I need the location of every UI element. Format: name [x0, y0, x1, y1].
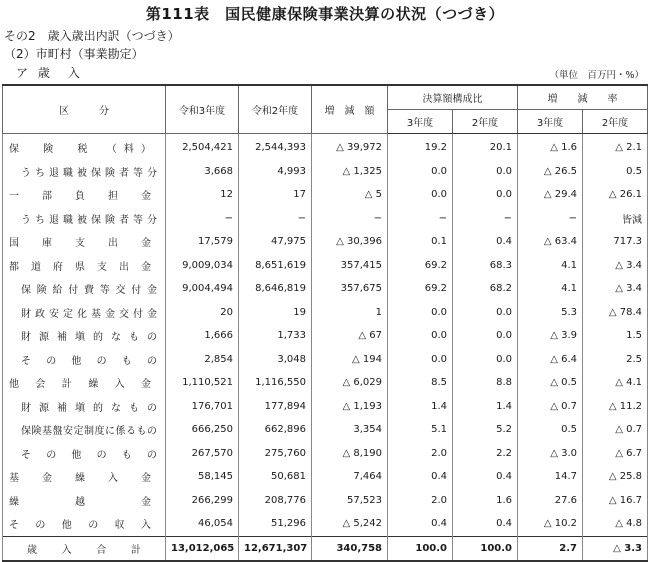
cell-rate-r2: △ 25.8 — [583, 465, 648, 489]
cell-rate-r3: △ 3.9 — [518, 324, 583, 348]
cell-comp-r2: 2.2 — [453, 442, 518, 466]
cell-rate-r3: △ 1.6 — [518, 134, 583, 160]
cell-rate-r2: △ 0.7 — [583, 418, 648, 442]
cell-value-r3: 1,666 — [166, 324, 239, 348]
row-label: 歳入合計 — [3, 536, 166, 561]
cell-change: 340,758 — [312, 536, 388, 561]
row-label: 他会計繰入金 — [3, 371, 166, 395]
table-row — [3, 442, 648, 466]
subsection-heading: （2）市町村（事業勘定） — [4, 47, 144, 61]
cell-comp-r3: − — [388, 207, 453, 231]
row-label: 基金繰入金 — [3, 465, 166, 489]
cell-value-r3: 3,668 — [166, 160, 239, 184]
table-row — [3, 395, 648, 419]
row-label: その他のもの — [3, 348, 166, 372]
cell-rate-r2: 2.5 — [583, 348, 648, 372]
table-row — [3, 230, 648, 254]
cell-value-r3: 46,054 — [166, 512, 239, 536]
cell-rate-r2: 0.5 — [583, 160, 648, 184]
cell-rate-r2: 皆減 — [583, 207, 648, 231]
cell-rate-r2: △ 4.1 — [583, 371, 648, 395]
header-r3: 令和3年度 — [166, 85, 239, 134]
cell-value-r2: 177,894 — [239, 395, 312, 419]
row-label: 一部負担金 — [3, 183, 166, 207]
cell-rate-r3: △ 6.4 — [518, 348, 583, 372]
cell-rate-r3: △ 10.2 — [518, 512, 583, 536]
table-row — [3, 254, 648, 278]
cell-rate-r2: △ 6.7 — [583, 442, 648, 466]
cell-comp-r3: 100.0 — [388, 536, 453, 561]
subsubsection-heading: ア 歳 入 — [16, 66, 83, 80]
row-label: 都道府県支出金 — [3, 254, 166, 278]
cell-comp-r3: 8.5 — [388, 371, 453, 395]
cell-rate-r3: 4.1 — [518, 254, 583, 278]
cell-rate-r3: 4.1 — [518, 277, 583, 301]
cell-comp-r2: 20.1 — [453, 134, 518, 160]
cell-rate-r2: △ 3.3 — [583, 536, 648, 561]
header-rate-r2: 2年度 — [583, 110, 648, 134]
cell-rate-r3: − — [518, 207, 583, 231]
cell-change: △ 8,190 — [312, 442, 388, 466]
cell-value-r2: 17 — [239, 183, 312, 207]
cell-rate-r2: △ 16.7 — [583, 489, 648, 513]
cell-comp-r3: 0.0 — [388, 160, 453, 184]
cell-comp-r3: 0.1 — [388, 230, 453, 254]
cell-change: △ 30,396 — [312, 230, 388, 254]
cell-rate-r3: 2.7 — [518, 536, 583, 561]
row-label: 財源補塡的なもの — [3, 395, 166, 419]
cell-rate-r2: △ 11.2 — [583, 395, 648, 419]
cell-comp-r2: 100.0 — [453, 536, 518, 561]
cell-change: 3,354 — [312, 418, 388, 442]
header-rate-r3: 3年度 — [518, 110, 583, 134]
header-r2: 令和2年度 — [239, 85, 312, 134]
table-row — [3, 160, 648, 184]
cell-comp-r3: 0.0 — [388, 348, 453, 372]
cell-rate-r2: △ 3.4 — [583, 254, 648, 278]
row-label: 繰 越 金 — [3, 489, 166, 513]
cell-value-r2: 51,296 — [239, 512, 312, 536]
cell-comp-r2: 0.0 — [453, 348, 518, 372]
table-row — [3, 465, 648, 489]
cell-value-r2: 8,651,619 — [239, 254, 312, 278]
cell-comp-r2: 8.8 — [453, 371, 518, 395]
cell-change: △ 1,325 — [312, 160, 388, 184]
table-row — [3, 489, 648, 513]
table-row — [3, 301, 648, 325]
cell-change: 357,415 — [312, 254, 388, 278]
cell-value-r3: 1,110,521 — [166, 371, 239, 395]
cell-rate-r3: △ 63.4 — [518, 230, 583, 254]
table-row — [3, 134, 648, 160]
cell-rate-r3: 0.5 — [518, 418, 583, 442]
row-label: 国庫支出金 — [3, 230, 166, 254]
cell-rate-r2: △ 3.4 — [583, 277, 648, 301]
cell-value-r2: 47,975 — [239, 230, 312, 254]
header-comp-r3: 3年度 — [388, 110, 453, 134]
cell-comp-r2: 1.6 — [453, 489, 518, 513]
cell-value-r2: 12,671,307 — [239, 536, 312, 561]
table-row — [3, 324, 648, 348]
cell-rate-r2: △ 26.1 — [583, 183, 648, 207]
cell-comp-r2: 0.4 — [453, 512, 518, 536]
cell-value-r3: 12 — [166, 183, 239, 207]
cell-comp-r2: 0.4 — [453, 230, 518, 254]
cell-comp-r2: 1.4 — [453, 395, 518, 419]
header-category: 区 分 — [3, 85, 166, 134]
cell-value-r2: 2,544,393 — [239, 134, 312, 160]
cell-value-r3: 17,579 — [166, 230, 239, 254]
cell-change: △ 194 — [312, 348, 388, 372]
cell-value-r3: 176,701 — [166, 395, 239, 419]
row-label: 保険給付費等交付金 — [3, 277, 166, 301]
cell-comp-r2: 68.3 — [453, 254, 518, 278]
row-label: その他のもの — [3, 442, 166, 466]
cell-value-r3: − — [166, 207, 239, 231]
cell-value-r2: 3,048 — [239, 348, 312, 372]
header-change: 増 減 額 — [312, 85, 388, 134]
table-row — [3, 418, 648, 442]
cell-value-r2: 8,646,819 — [239, 277, 312, 301]
cell-change: △ 5 — [312, 183, 388, 207]
cell-value-r2: 4,993 — [239, 160, 312, 184]
cell-rate-r3: △ 3.0 — [518, 442, 583, 466]
row-label: うち退職被保険者等分 — [3, 207, 166, 231]
cell-value-r3: 9,004,494 — [166, 277, 239, 301]
cell-value-r2: 208,776 — [239, 489, 312, 513]
cell-value-r3: 666,250 — [166, 418, 239, 442]
cell-rate-r3: 14.7 — [518, 465, 583, 489]
cell-rate-r3: 27.6 — [518, 489, 583, 513]
cell-rate-r2: △ 78.4 — [583, 301, 648, 325]
cell-comp-r3: 0.0 — [388, 183, 453, 207]
table-row — [3, 207, 648, 231]
cell-change: △ 67 — [312, 324, 388, 348]
cell-value-r3: 20 — [166, 301, 239, 325]
cell-comp-r3: 0.4 — [388, 465, 453, 489]
cell-change: − — [312, 207, 388, 231]
cell-rate-r3: △ 26.5 — [518, 160, 583, 184]
cell-value-r2: 1,116,550 — [239, 371, 312, 395]
cell-value-r3: 267,570 — [166, 442, 239, 466]
cell-comp-r3: 0.0 — [388, 324, 453, 348]
cell-comp-r2: 0.4 — [453, 465, 518, 489]
cell-value-r2: 19 — [239, 301, 312, 325]
cell-change: △ 5,242 — [312, 512, 388, 536]
cell-change: 7,464 — [312, 465, 388, 489]
table-row — [3, 277, 648, 301]
total-row — [3, 536, 648, 561]
cell-rate-r3: △ 0.5 — [518, 371, 583, 395]
cell-rate-r2: △ 4.8 — [583, 512, 648, 536]
cell-value-r3: 2,854 — [166, 348, 239, 372]
cell-change: △ 1,193 — [312, 395, 388, 419]
unit-note: （単位 百万円・%） — [549, 70, 644, 81]
revenue-table — [2, 84, 648, 562]
cell-rate-r2: △ 2.1 — [583, 134, 648, 160]
cell-rate-r2: 717.3 — [583, 230, 648, 254]
cell-value-r3: 58,145 — [166, 465, 239, 489]
cell-comp-r2: 0.0 — [453, 324, 518, 348]
table-row — [3, 371, 648, 395]
cell-value-r3: 2,504,421 — [166, 134, 239, 160]
cell-comp-r3: 1.4 — [388, 395, 453, 419]
cell-comp-r2: − — [453, 207, 518, 231]
cell-value-r2: − — [239, 207, 312, 231]
cell-comp-r3: 2.0 — [388, 442, 453, 466]
cell-comp-r2: 68.2 — [453, 277, 518, 301]
cell-value-r3: 13,012,065 — [166, 536, 239, 561]
table-row — [3, 348, 648, 372]
cell-change: △ 39,972 — [312, 134, 388, 160]
cell-comp-r3: 5.1 — [388, 418, 453, 442]
section-heading: その2 歳入歳出内訳（つづき） — [4, 29, 180, 43]
row-label: 保 険 税 （料） — [3, 134, 166, 160]
row-label: 財政安定化基金交付金 — [3, 301, 166, 325]
cell-change: 57,523 — [312, 489, 388, 513]
cell-comp-r3: 69.2 — [388, 254, 453, 278]
table-row — [3, 183, 648, 207]
cell-rate-r2: 1.5 — [583, 324, 648, 348]
cell-rate-r3: △ 0.7 — [518, 395, 583, 419]
row-label: その他の収入 — [3, 512, 166, 536]
header-comp-r2: 2年度 — [453, 110, 518, 134]
cell-change: 1 — [312, 301, 388, 325]
cell-comp-r3: 69.2 — [388, 277, 453, 301]
cell-comp-r2: 5.2 — [453, 418, 518, 442]
cell-comp-r3: 0.4 — [388, 512, 453, 536]
cell-change: 357,675 — [312, 277, 388, 301]
cell-value-r3: 9,009,034 — [166, 254, 239, 278]
table-row — [3, 512, 648, 536]
cell-change: △ 6,029 — [312, 371, 388, 395]
row-label: 保険基盤安定制度に係るもの — [3, 418, 166, 442]
cell-value-r3: 266,299 — [166, 489, 239, 513]
header-rate: 増 減 率 — [518, 85, 648, 110]
cell-comp-r3: 0.0 — [388, 301, 453, 325]
header-composition: 決算額構成比 — [388, 85, 518, 110]
row-label: 財源補塡的なもの — [3, 324, 166, 348]
cell-comp-r2: 0.0 — [453, 160, 518, 184]
table-title: 第111表 国民健康保険事業決算の状況（つづき） — [145, 5, 505, 23]
cell-value-r2: 1,733 — [239, 324, 312, 348]
cell-value-r2: 662,896 — [239, 418, 312, 442]
cell-comp-r3: 2.0 — [388, 489, 453, 513]
cell-rate-r3: 5.3 — [518, 301, 583, 325]
cell-comp-r2: 0.0 — [453, 301, 518, 325]
cell-rate-r3: △ 29.4 — [518, 183, 583, 207]
cell-comp-r2: 0.0 — [453, 183, 518, 207]
cell-value-r2: 50,681 — [239, 465, 312, 489]
cell-value-r2: 275,760 — [239, 442, 312, 466]
table-body — [3, 134, 648, 562]
cell-comp-r3: 19.2 — [388, 134, 453, 160]
row-label: うち退職被保険者等分 — [3, 160, 166, 184]
